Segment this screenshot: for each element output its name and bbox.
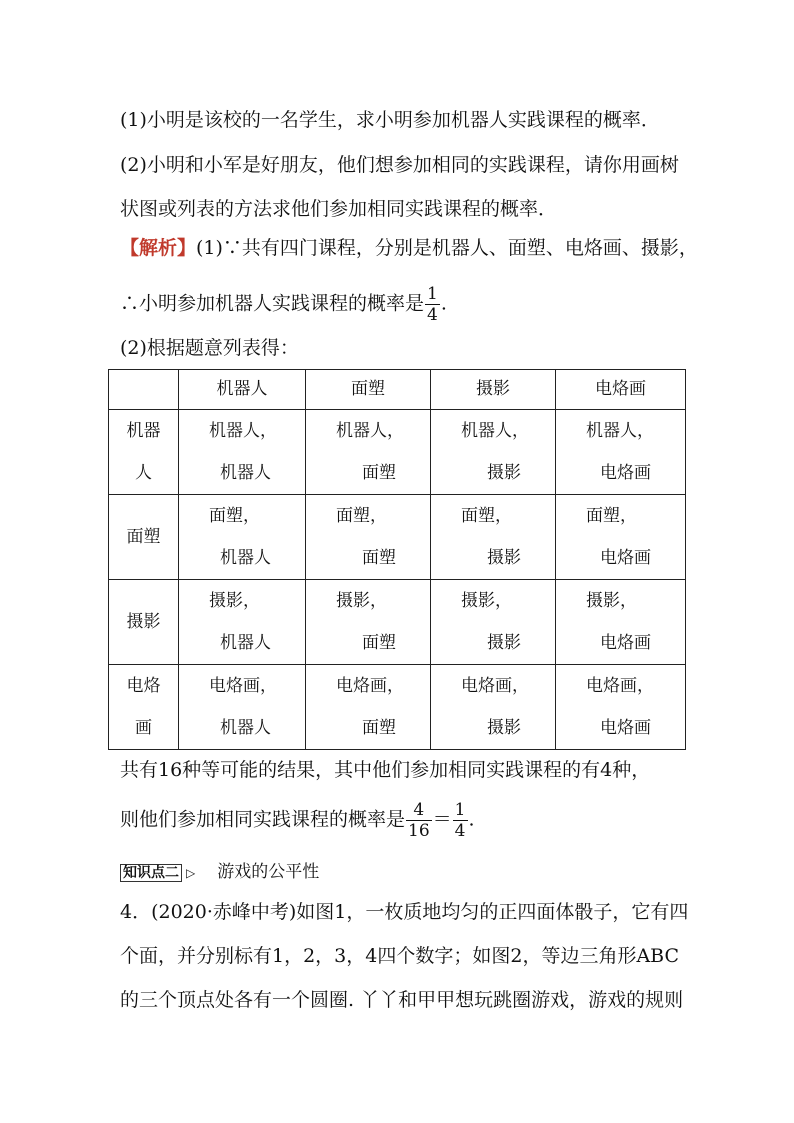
knowledge-point-badge: 知识点二 (120, 864, 182, 882)
cell-second-choice: 面塑 (362, 718, 396, 738)
row-label-text: 人 (135, 463, 152, 483)
table-cell (306, 665, 431, 750)
cell-first-choice: 面塑， (461, 506, 512, 526)
table-row (109, 495, 686, 580)
solution-line1 (120, 236, 698, 260)
question-part2-line2: 状图或列表的方法求他们参加相同实践课程的概率． (120, 198, 558, 220)
row-label-text: 摄影 (126, 612, 161, 632)
cell-second-choice: 摄影 (487, 463, 521, 483)
solution-line2: ∴小明参加机器人实践课程的概率是 $\frac{1}{4}$ . (120, 284, 447, 325)
table-row-label (109, 410, 179, 495)
table-cell (179, 495, 306, 580)
cell-second-choice: 面塑 (362, 548, 396, 568)
solution-line5: 则他们参加相同实践课程的概率是 $\frac{4}{16}$ ＝ $\frac{1}{4}$ . (120, 800, 475, 841)
cell-first-choice: 面塑， (209, 506, 260, 526)
cell-first-choice: 电烙画， (209, 676, 277, 696)
solution-line2-text: ∴小明参加机器人实践课程的概率是 (120, 292, 425, 315)
cell-second-choice: 机器人 (220, 718, 271, 738)
section-title: 游戏的公平性 (217, 862, 320, 882)
cell-first-choice: 面塑， (586, 506, 637, 526)
table-cell (556, 495, 686, 580)
cell-first-choice: 机器人， (586, 421, 654, 441)
cell-second-choice: 机器人 (220, 633, 271, 653)
cell-second-choice: 电烙画 (600, 463, 651, 483)
table-row-label (109, 665, 179, 750)
table-cell (179, 665, 306, 750)
cell-second-choice: 机器人 (220, 548, 271, 568)
cell-first-choice: 电烙画， (586, 676, 654, 696)
table-cell (306, 495, 431, 580)
table-header-cell: 摄影 (431, 370, 556, 410)
cell-first-choice: 摄影， (209, 591, 260, 611)
problem4-line3: 的三个顶点处各有一个圆圈. 丫丫和甲甲想玩跳圈游戏，游戏的规则 (120, 989, 684, 1011)
cell-first-choice: 摄影， (586, 591, 637, 611)
row-label-text: 机器 (126, 421, 161, 441)
problem4-line1: 4．(2020·赤峰中考)如图1，一枚质地均匀的正四面体骰子，它有四 (120, 901, 689, 923)
table-header-cell: 机器人 (179, 370, 306, 410)
row-label-text: 电烙 (126, 676, 161, 696)
cell-second-choice: 摄影 (487, 718, 521, 738)
question-part2-line1: (2)小明和小军是好朋友，他们想参加相同的实践课程，请你用画树 (120, 154, 679, 176)
cell-first-choice: 电烙画， (336, 676, 404, 696)
solution-line1-text: (1)∵共有四门课程，分别是机器人、面塑、电烙画、摄影， (196, 237, 698, 259)
solution-tag: 【解析】 (120, 237, 197, 259)
table-header-cell: 电烙画 (556, 370, 686, 410)
table-cell (556, 665, 686, 750)
table-header-cell (109, 370, 179, 410)
fraction-one-quarter: $\frac{1}{4}$ (427, 284, 438, 325)
fraction-one-quarter-result: $\frac{1}{4}$ (454, 800, 466, 841)
table-cell (306, 580, 431, 665)
table-row (109, 410, 686, 495)
table-cell (431, 410, 556, 495)
cell-first-choice: 面塑， (336, 506, 387, 526)
table-cell (431, 495, 556, 580)
row-label-text: 画 (135, 718, 152, 738)
table-header-row (109, 370, 686, 410)
cell-second-choice: 面塑 (362, 463, 396, 483)
table-cell (431, 580, 556, 665)
section-heading (120, 860, 319, 885)
table-cell (306, 410, 431, 495)
cell-second-choice: 摄影 (487, 548, 521, 568)
cell-second-choice: 面塑 (362, 633, 396, 653)
cell-second-choice: 机器人 (220, 463, 271, 483)
arrow-icon: ▷ (186, 866, 196, 880)
cell-first-choice: 机器人， (209, 421, 277, 441)
table-cell (179, 580, 306, 665)
outcome-table (108, 369, 686, 750)
cell-first-choice: 摄影， (461, 591, 512, 611)
fraction-four-sixteenths: $\frac{4}{16}$ (408, 800, 430, 841)
solution-line3: (2)根据题意列表得： (120, 337, 299, 359)
table-row-label (109, 580, 179, 665)
cell-second-choice: 电烙画 (600, 718, 651, 738)
table-header-cell: 面塑 (306, 370, 431, 410)
question-part1: (1)小明是该校的一名学生，求小明参加机器人实践课程的概率． (120, 109, 660, 131)
cell-second-choice: 电烙画 (600, 633, 651, 653)
cell-first-choice: 摄影， (336, 591, 387, 611)
cell-first-choice: 电烙画， (461, 676, 529, 696)
table-row-label (109, 495, 179, 580)
cell-first-choice: 机器人， (336, 421, 404, 441)
table-row (109, 580, 686, 665)
table-cell (556, 580, 686, 665)
cell-first-choice: 机器人， (461, 421, 529, 441)
solution-line4: 共有16种等可能的结果，其中他们参加相同实践课程的有4种， (120, 759, 651, 781)
row-label-text: 面塑 (126, 527, 161, 547)
problem4-line2: 个面，并分别标有1，2，3，4四个数字；如图2，等边三角形ABC (120, 945, 680, 967)
table-cell (179, 410, 306, 495)
solution-line5-text: 则他们参加相同实践课程的概率是 (120, 808, 406, 831)
cell-second-choice: 电烙画 (600, 548, 651, 568)
cell-second-choice: 摄影 (487, 633, 521, 653)
table-cell (431, 665, 556, 750)
table-row (109, 665, 686, 750)
table-cell (556, 410, 686, 495)
